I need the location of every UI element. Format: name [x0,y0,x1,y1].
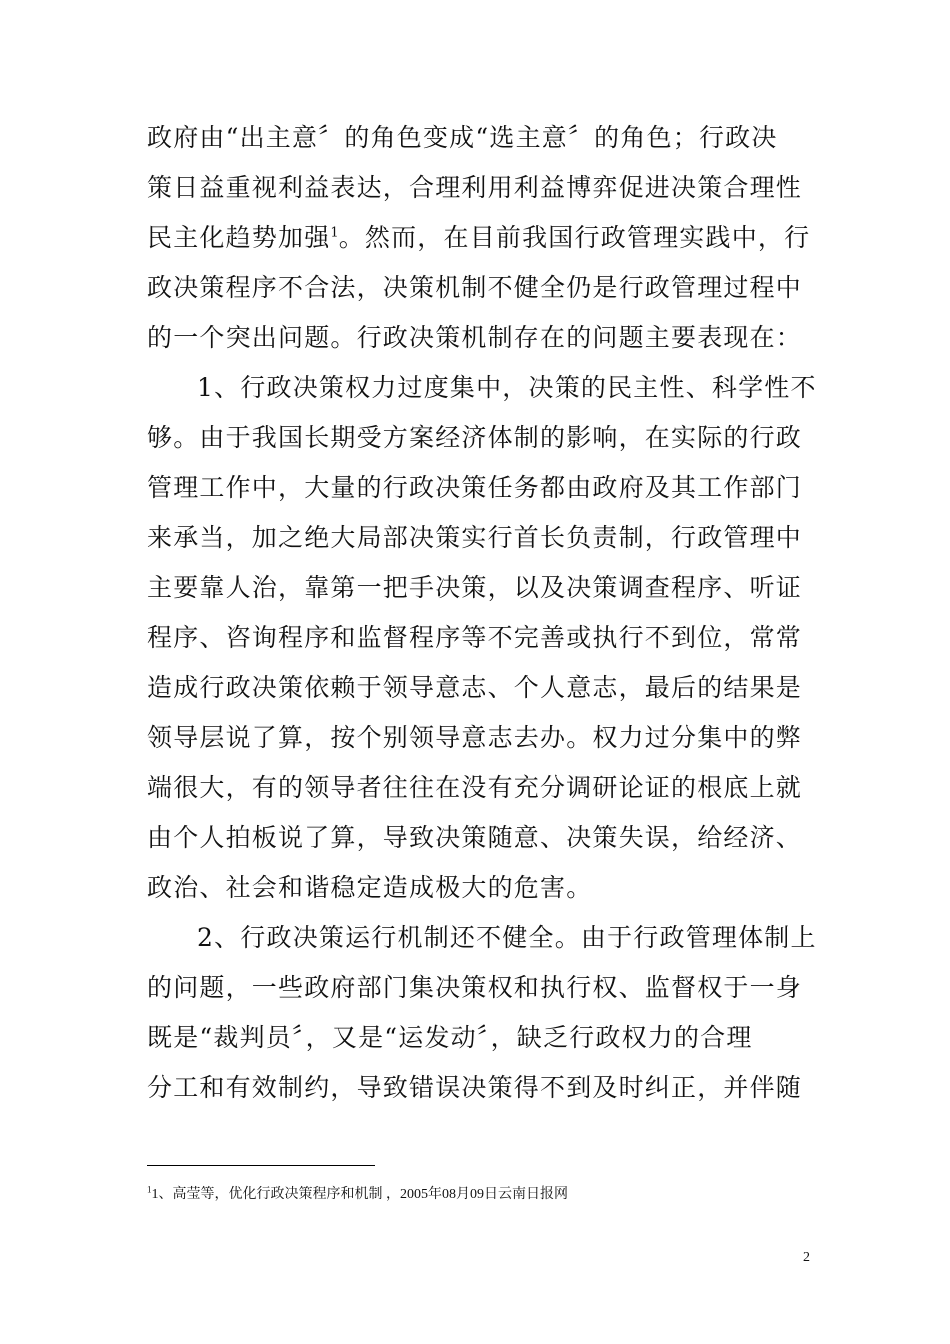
body-line-20: 分工和有效制约，导致错误决策得不到及时纠正，并伴随 [147,1073,803,1102]
body-line-3-end: 。然而，在目前我国行政管理实践中，行 [338,223,811,252]
body-line-3-start: 民主化趋势加强 [147,223,331,252]
body-line-13: 领导层说了算，按个别领导意志去办。权力过分集中的弊 [147,723,803,752]
footnote-text: 1、高莹等，优化行政决策程序和机制 ，2005年08月09日云南日报网 [151,1187,568,1202]
footnote-reference[interactable]: 1 [330,225,339,241]
footnote-mark: 1 [147,1184,152,1195]
body-line-4: 政决策程序不合法，决策机制不健全仍是行政管理过程中 [147,273,803,302]
body-line-12: 造成行政决策依赖于领导意志、个人意志，最后的结果是 [147,673,803,702]
body-line-1: 政府由“出主意〞的角色变成“选主意〞的角色；行政决 [147,123,778,152]
body-line-9: 来承当，加之绝大局部决策实行首长负责制，行政管理中 [147,523,803,552]
body-line-6: 1、行政决策权力过度集中，决策的民主性、科学性不 [197,373,817,402]
body-line-7: 够。由于我国长期受方案经济体制的影响，在实际的行政 [147,423,803,452]
body-line-18: 的问题，一些政府部门集决策权和执行权、监督权于一身 [147,973,803,1002]
body-line-15: 由个人拍板说了算，导致决策随意、决策失误，给经济、 [147,823,803,852]
body-line-3 [147,223,811,253]
footnote [147,1186,807,1204]
body-line-19: 既是“裁判员〞，又是“运发动〞，缺乏行政权力的合理 [147,1023,753,1052]
body-line-8: 管理工作中，大量的行政决策任务都由政府及其工作部门 [147,473,803,502]
page-number: 2 [803,1250,810,1265]
body-line-10: 主要靠人治，靠第一把手决策，以及决策调查程序、听证 [147,573,803,602]
footnote-separator [147,1165,375,1166]
body-line-14: 端很大，有的领导者往往在没有充分调研论证的根底上就 [147,773,803,802]
body-line-16: 政治、社会和谐稳定造成极大的危害。 [147,873,593,902]
body-line-17: 2、行政决策运行机制还不健全。由于行政管理体制上 [197,923,817,952]
body-line-11: 程序、咨询程序和监督程序等不完善或执行不到位，常常 [147,623,803,652]
body-line-5: 的一个突出问题。行政决策机制存在的问题主要表现在： [147,323,803,352]
body-line-2: 策日益重视利益表达，合理利用利益博弈促进决策合理性 [147,173,803,202]
